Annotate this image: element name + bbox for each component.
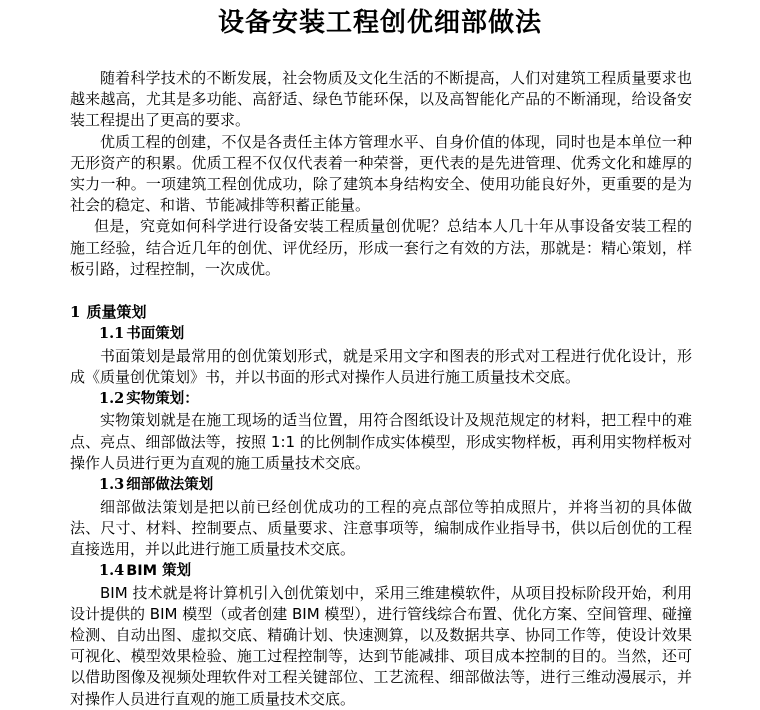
subsection-heading-1-4 [70,560,692,583]
section-heading-1 [70,301,692,323]
subsection-heading-1-2 [70,388,692,411]
subsection-title-1-2: 实物策划： [126,390,199,407]
intro-paragraph-2: 优质工程的创建，不仅是各责任主体方管理水平、自身价值的体现，同时也是本单位一种无形资产的积累。优质工程不仅仅代表着一种荣誉，更代表的是先进管理、优秀文化和雄厚的实力一种。一项建筑工程创优成功，除了建筑本身结构安全、使用功能良好外，更重要的是为社会的稳定、和谐、节能减排等积蓄正能量。 [70,132,692,215]
section-number-1: 1 [70,303,81,322]
intro-paragraph-1: 随着科学技术的不断发展，社会物质及文化生活的不断提高，人们对建筑工程质量要求也越来越高，尤其是多功能、高舒适、绿色节能环保，以及高智能化产品的不断涌现，给设备安装工程提出了更高的要求。 [70,69,692,130]
subsection-heading-1-1 [70,323,692,346]
document-page [0,6,760,708]
subsection-heading-1-3 [70,474,692,497]
paragraph-spacer [70,280,692,301]
subsection-body-1-2: 实物策划就是在施工现场的适当位置，用符合图纸设计及规范规定的材料，把工程中的难点、亮点、细部做法等，按照 1:1 的比例制作成实体模型，形成实物样板，再利用实物样板对操作人员进行更为直观的施工质量技术交底。 [70,411,692,472]
subsection-number-1-2: 1.2 [99,389,125,407]
subsection-title-1-1: 书面策划 [126,326,185,343]
subsection-body-1-1: 书面策划是最常用的创优策划形式，就是采用文字和图表的形式对工程进行优化设计，形成《质量创优策划》书，并以书面的形式对操作人员进行施工质量技术交底。 [70,346,692,386]
subsection-title-1-3: 细部做法策划 [126,477,214,494]
subsection-number-1-3: 1.3 [99,476,125,494]
intro-paragraph-3: 但是，究竟如何科学进行设备安装工程质量创优呢？总结本人几十年从事设备安装工程的施工经验，结合近几年的创优、评优经历，形成一套行之有效的方法，那就是：精心策划，样板引路，过程控制，一次成优。 [70,217,692,278]
subsection-body-1-3: 细部做法策划是把以前已经创优成功的工程的亮点部位等拍成照片，并将当初的具体做法、尺寸、材料、控制要点、质量要求、注意事项等，编制成作业指导书，供以后创优的工程直接选用，并以此进行施工质量技术交底。 [70,497,692,558]
subsection-body-1-4: BIM 技术就是将计算机引入创优策划中，采用三维建模软件，从项目投标阶段开始，利用设计提供的 BIM 模型（或者创建 BIM 模型），进行管线综合布置、优化方案、空间管理、碰撞检测、自动出图、虚拟交底、精确计划、快速测算，以及数据共享、协同工作等，使设计效果可视化、模型效果检验、施工过程控制等，达到节能减排、项目成本控制的目的。当然，还可以借助图像及视频处理软件对工程关键部位、工艺流程、细部做法等，进行三维动漫展示，并对操作人员进行直观的施工质量技术交底。 [70,583,692,708]
subsection-number-1-4: 1.4 [99,562,125,580]
subsection-number-1-1: 1.1 [99,325,125,343]
page-title: 设备安装工程创优细部做法 [217,8,542,38]
document-body [70,40,692,710]
section-title-1: 质量策划 [86,303,147,322]
subsection-title-1-4: BIM 策划 [126,563,192,580]
